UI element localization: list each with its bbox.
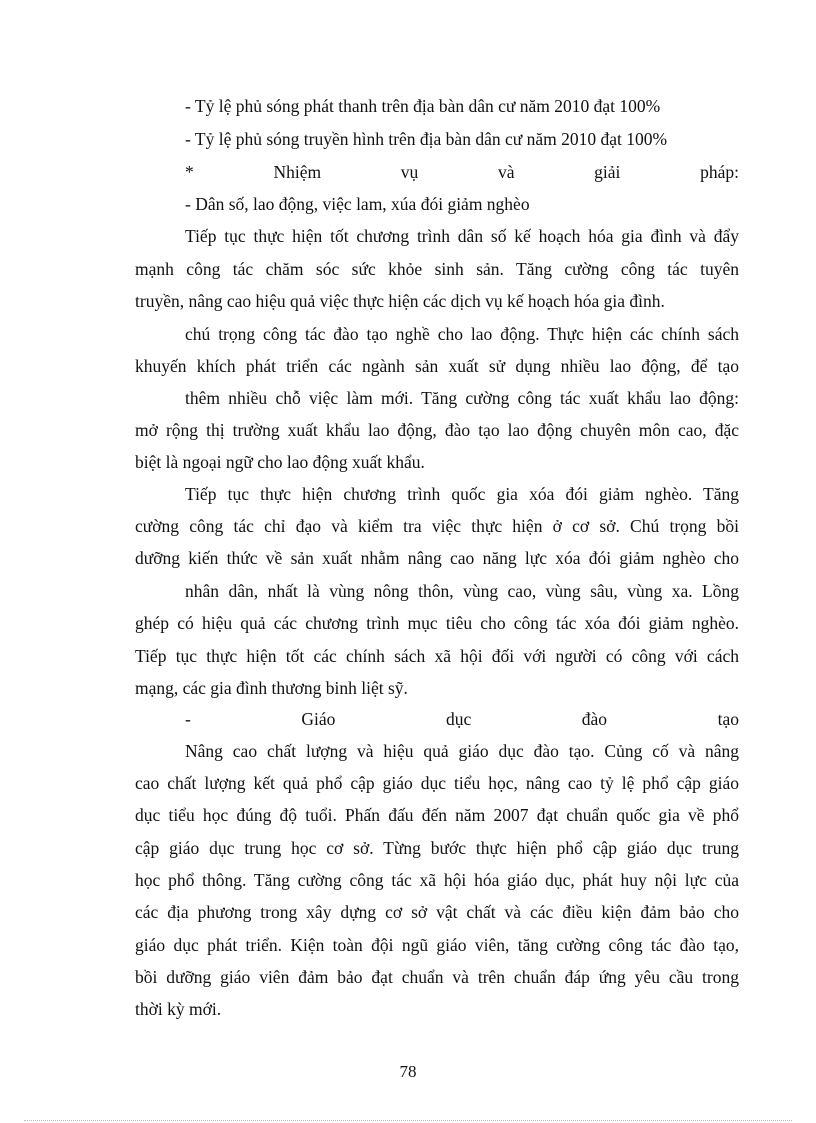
text-line: dưỡng kiến thức về sản xuất nhằm nâng cao năng lực xóa đói giảm nghèo cho [135, 548, 739, 568]
text-line: khuyến khích phát triển các ngành sản xuất sử dụng nhiều lao động, để tạo [135, 356, 739, 376]
text-line: ghép có hiệu quả các chương trình mục tiêu cho công tác xóa đói giảm nghèo. [135, 613, 739, 633]
text-line: chú trọng công tác đào tạo nghề cho lao động. Thực hiện các chính sách [185, 324, 739, 344]
text-line: cập giáo dục trung học cơ sở. Từng bước thực hiện phổ cập giáo dục trung [135, 838, 739, 858]
text-line: bồi dưỡng giáo viên đảm bảo đạt chuẩn và trên chuẩn đáp ứng yêu cầu trong [135, 967, 739, 987]
text-line: Nâng cao chất lượng và hiệu quả giáo dục đào tạo. Củng cố và nâng [185, 741, 739, 761]
text-line: giáo dục phát triển. Kiện toàn đội ngũ giáo viên, tăng cường công tác đào tạo, [135, 935, 739, 955]
text-line: cao chất lượng kết quả phổ cập giáo dục tiểu học, nâng cao tỷ lệ phổ cập giáo [135, 773, 739, 793]
text-line: - Tỷ lệ phủ sóng phát thanh trên địa bàn dân cư năm 2010 đạt 100% [185, 96, 661, 116]
text-line: biệt là ngoại ngữ cho lao động xuất khẩu. [135, 452, 425, 472]
text-line: - Tỷ lệ phủ sóng truyền hình trên địa bàn dân cư năm 2010 đạt 100% [185, 129, 668, 149]
page-bottom-divider [24, 1120, 792, 1121]
section-heading: * Nhiệm vụ và giải pháp: [185, 162, 739, 182]
text-line: thời kỳ mới. [135, 999, 222, 1019]
text-line: mạnh công tác chăm sóc sức khỏe sinh sản. Tăng cường công tác tuyên [135, 259, 739, 279]
section-heading: - Giáo dục đào tạo [185, 709, 739, 729]
text-line: mở rộng thị trường xuất khẩu lao động, đào tạo lao động chuyên môn cao, đặc [135, 420, 739, 440]
text-line: mạng, các gia đình thương binh liệt sỹ. [135, 678, 408, 698]
text-line: các địa phương trong xây dựng cơ sở vật chất và các điều kiện đảm bảo cho [135, 902, 739, 922]
text-line: - Dân số, lao động, việc lam, xúa đói giảm nghèo [185, 194, 530, 214]
page-number: 78 [399, 1062, 417, 1081]
text-line: Tiếp tục thực hiện tốt các chính sách xã hội đối với người có công với cách [135, 646, 739, 666]
text-line: Tiếp tục thực hiện tốt chương trình dân số kế hoạch hóa gia đình và đẩy [185, 226, 739, 246]
text-line: cường công tác chỉ đạo và kiểm tra việc thực hiện ở cơ sở. Chú trọng bồi [135, 516, 739, 536]
text-line: Tiếp tục thực hiện chương trình quốc gia xóa đói giảm nghèo. Tăng [185, 484, 739, 504]
text-line: thêm nhiều chỗ việc làm mới. Tăng cường công tác xuất khẩu lao động: [185, 388, 739, 408]
text-line: truyền, nâng cao hiệu quả việc thực hiện các dịch vụ kế hoạch hóa gia đình. [135, 291, 665, 311]
text-line: dục tiểu học đúng độ tuổi. Phấn đấu đến năm 2007 đạt chuẩn quốc gia về phổ [135, 805, 739, 825]
text-line: học phổ thông. Tăng cường công tác xã hội hóa giáo dục, phát huy nội lực của [135, 870, 739, 890]
text-line: nhân dân, nhất là vùng nông thôn, vùng cao, vùng sâu, vùng xa. Lồng [185, 581, 739, 601]
